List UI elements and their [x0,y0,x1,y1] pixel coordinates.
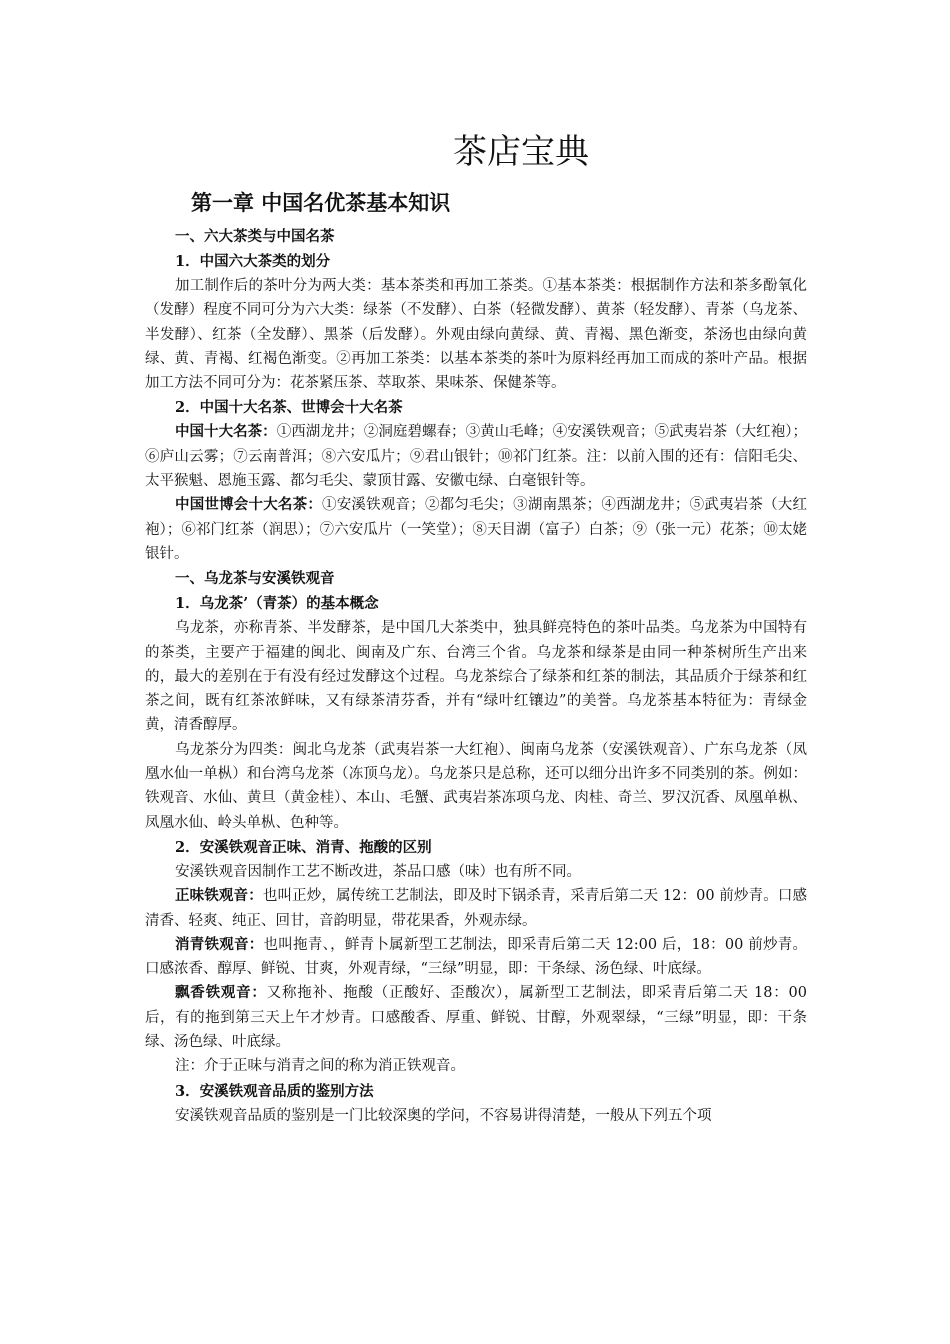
paragraph-text: 又称拖补、拖酸（正酸好、歪酸次），属新型工艺制法，即采青后第二天 18：00 后，有的拖到第三天上午才炒青。口感酸香、厚重、鲜锐、甘醇，外观翠绿，“三绿”明显，即：干条绿、汤色绿、叶底绿。 [145,985,807,1051]
paragraph: 乌龙茶，亦称青茶、半发酵茶，是中国几大茶类中，独具鲜亮特色的茶叶品类。乌龙茶为中国特有的茶类，主要产于福建的闽北、闽南及广东、台湾三个省。乌龙茶和绿茶是由同一种茶树所生产出来的，最大的差别在于有没有经过发酵这个过程。乌龙茶综合了绿茶和红茶的制法，其品质介于绿茶和红茶之间，既有红茶浓鲜味，又有绿茶清芬香，并有“绿叶红镶边”的美誉。乌龙茶基本特征为：青绿金黄，清香醇厚。 [145,620,807,734]
subsection-heading: 1．中国六大茶类的划分 [175,253,331,270]
paragraph: 加工制作后的茶叶分为两大类：基本茶类和再加工茶类。①基本茶类：根据制作方法和茶多酚氧化（发酵）程度不同可分为六大类：绿茶（不发酵）、白茶（轻微发酵）、黄茶（轻发酵）、青茶（乌龙茶、半发酵）、红茶（全发酵）、黑茶（后发酵）。外观由绿向黄绿、黄、青褐、黑色渐变，茶汤也由绿向黄绿、黄、青褐、红褐色渐变。②再加工茶类：以基本茶类的茶叶为原料经再加工而成的茶叶产品。根据加工方法不同可分为：花茶紧压茶、萃取茶、果味茶、保健茶等。 [145,278,807,392]
paragraph-text: ①安溪铁观音；②都匀毛尖；③湖南黑茶；④西湖龙井；⑤武夷岩茶（大红袍）；⑥祁门红茶（润思）；⑦六安瓜片（一笑堂）；⑧天目湖（富子）白茶；⑨（张一元）花茶；⑩太姥银针。 [145,497,808,562]
chapter-heading: 第一章 中国名优茶基本知识 [191,190,451,215]
term-label: 正味铁观音： [175,887,263,905]
document-page [145,128,807,1128]
term-label: 中国世博会十大名茶： [175,496,323,514]
term-label: 飘香铁观音： [175,984,267,1002]
term-label: 消青铁观音： [175,935,264,953]
paragraph [145,493,807,566]
paragraph-text: 也叫正炒，属传统工艺制法，即及时下锅杀青，采青后第二天 12：00 前炒青。口感清香、轻爽、纯正、回甘，音韵明显，带花果香，外观赤绿。 [145,888,807,929]
term-label: 中国十大名茶： [175,423,277,441]
paragraph-text: ①西湖龙井；②洞庭碧螺春；③黄山毛峰；④安溪铁观音；⑤武夷岩茶（大红袍）；⑥庐山云雾；⑦云南普洱；⑧六安瓜片；⑨君山银针；⑩祁门红茶。注：以前入围的还有：信阳毛尖、太平猴魁、恩施玉露、都匀毛尖、蒙顶甘露、安徽屯绿、白毫银针等。 [145,424,807,490]
subsection-heading: 2．中国十大名茶、世博会十大名茶 [175,399,403,417]
paragraph [145,884,807,933]
paragraph: 安溪铁观音因制作工艺不断改进，茶品口感（味）也有所不同。 [175,863,581,880]
paragraph-text: 也叫拖青、，鲜青卜属新型工艺制法，即采青后第二天 12:00 后，18：00 前炒青。口感浓香、醇厚、鲜锐、甘爽，外观青绿，“三绿”明显，即：干条绿、汤色绿、叶底绿。 [145,936,808,978]
paragraph [145,420,807,493]
paragraph: 乌龙茶分为四类：闽北乌龙茶（武夷岩茶一大红袍）、闽南乌龙茶（安溪铁观音）、广东乌龙茶（凤凰水仙一单枞）和台湾乌龙茶（冻顶乌龙）。乌龙茶只是总称，还可以细分出许多不同类别的茶。例如：铁观音、水仙、黄旦（黄金桂）、本山、毛蟹、武夷岩茶冻项乌龙、肉桂、奇兰、罗汉沉香、凤凰单枞、凤凰水仙、岭头单枞、色种等。 [145,741,807,831]
section-heading: 一、六大茶类与中国名茶 [175,228,335,245]
subsection-heading: 2．安溪铁观音正味、消青、拖酸的区别 [175,838,432,856]
document-title: 茶店宝典 [453,132,589,172]
subsection-heading: 1．乌龙茶’（青茶）的基本概念 [175,595,379,613]
paragraph: 注：介于正味与消青之间的称为消正铁观音。 [175,1058,465,1075]
paragraph [145,981,807,1054]
paragraph: 安溪铁观音品质的鉴别是一门比较深奥的学问，不容易讲得清楚，一般从下列五个项 [175,1107,712,1124]
paragraph [145,933,807,982]
section-heading: 一、乌龙茶与安溪铁观音 [175,570,335,588]
subsection-heading: 3．安溪铁观音品质的鉴别方法 [175,1082,374,1100]
